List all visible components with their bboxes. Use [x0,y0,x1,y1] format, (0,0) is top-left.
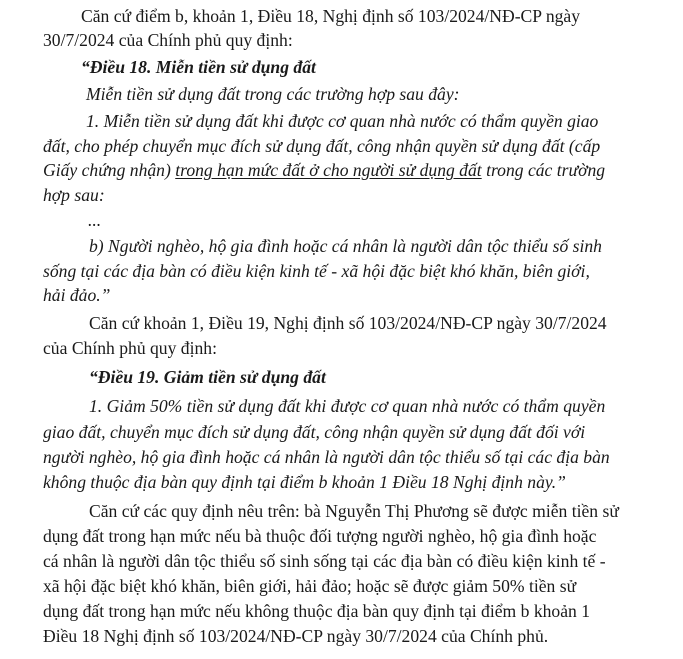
paragraph-line: 1. Giảm 50% tiền sử dụng đất khi được cơ quan nhà nước có thẩm quyền [89,396,606,416]
paragraph-line: Điều 18 Nghị định số 103/2024/NĐ-CP ngày 30/7/2024 của Chính phủ. [43,626,549,646]
paragraph-line: người nghèo, hộ gia đình hoặc cá nhân là người dân tộc thiểu số tại các địa bàn [43,447,610,467]
paragraph-line: Căn cứ điểm b, khoản 1, Điều 18, Nghị định số 103/2024/NĐ-CP ngày [81,6,581,26]
paragraph-line: hợp sau: [43,185,105,205]
paragraph-line: 30/7/2024 của Chính phủ quy định: [43,30,293,50]
paragraph-line: giao đất, chuyển mục đích sử dụng đất, công nhận quyền sử dụng đất đối với [43,422,586,442]
paragraph-line: sống tại các địa bàn có điều kiện kinh tế - xã hội đặc biệt khó khăn, biên giới, [43,261,590,281]
article-18-heading: “Điều 18. Miễn tiền sử dụng đất [81,57,316,77]
text-segment: trong các trường [481,160,606,180]
paragraph-line: 1. Miễn tiền sử dụng đất khi được cơ quan nhà nước có thẩm quyền giao [86,111,599,131]
paragraph-line: b) Người nghèo, hộ gia đình hoặc cá nhân là người dân tộc thiểu số sinh [89,236,602,256]
paragraph-line: của Chính phủ quy định: [43,338,217,358]
article-19-heading: “Điều 19. Giảm tiền sử dụng đất [89,367,326,387]
paragraph-line: cá nhân là người dân tộc thiểu số sinh sống tại các địa bàn có điều kiện kinh tế - [43,551,606,571]
underlined-phrase: trong hạn mức đất ở cho người sử dụng đất [175,160,482,180]
paragraph-line: không thuộc địa bàn quy định tại điểm b khoản 1 Điều 18 Nghị định này.” [43,472,566,492]
paragraph-line: xã hội đặc biệt khó khăn, biên giới, hải đảo; hoặc sẽ được giảm 50% tiền sử [43,576,577,596]
text-segment: Giấy chứng nhận) [43,160,176,180]
paragraph-line: dụng đất trong hạn mức nếu không thuộc địa bàn quy định tại điểm b khoản 1 [43,601,591,621]
paragraph-line: hải đảo.” [43,285,111,305]
paragraph-line: Miễn tiền sử dụng đất trong các trường hợp sau đây: [86,84,460,104]
ellipsis: ... [88,210,102,230]
paragraph-line: đất, cho phép chuyển mục đích sử dụng đất, công nhận quyền sử dụng đất (cấp [43,136,601,156]
paragraph-line: Căn cứ khoản 1, Điều 19, Nghị định số 103/2024/NĐ-CP ngày 30/7/2024 [89,313,607,333]
paragraph-line: Căn cứ các quy định nêu trên: bà Nguyễn Thị Phương sẽ được miễn tiền sử [89,501,619,521]
paragraph-line [43,159,673,181]
paragraph-line: dụng đất trong hạn mức nếu bà thuộc đối tượng người nghèo, hộ gia đình hoặc [43,526,597,546]
